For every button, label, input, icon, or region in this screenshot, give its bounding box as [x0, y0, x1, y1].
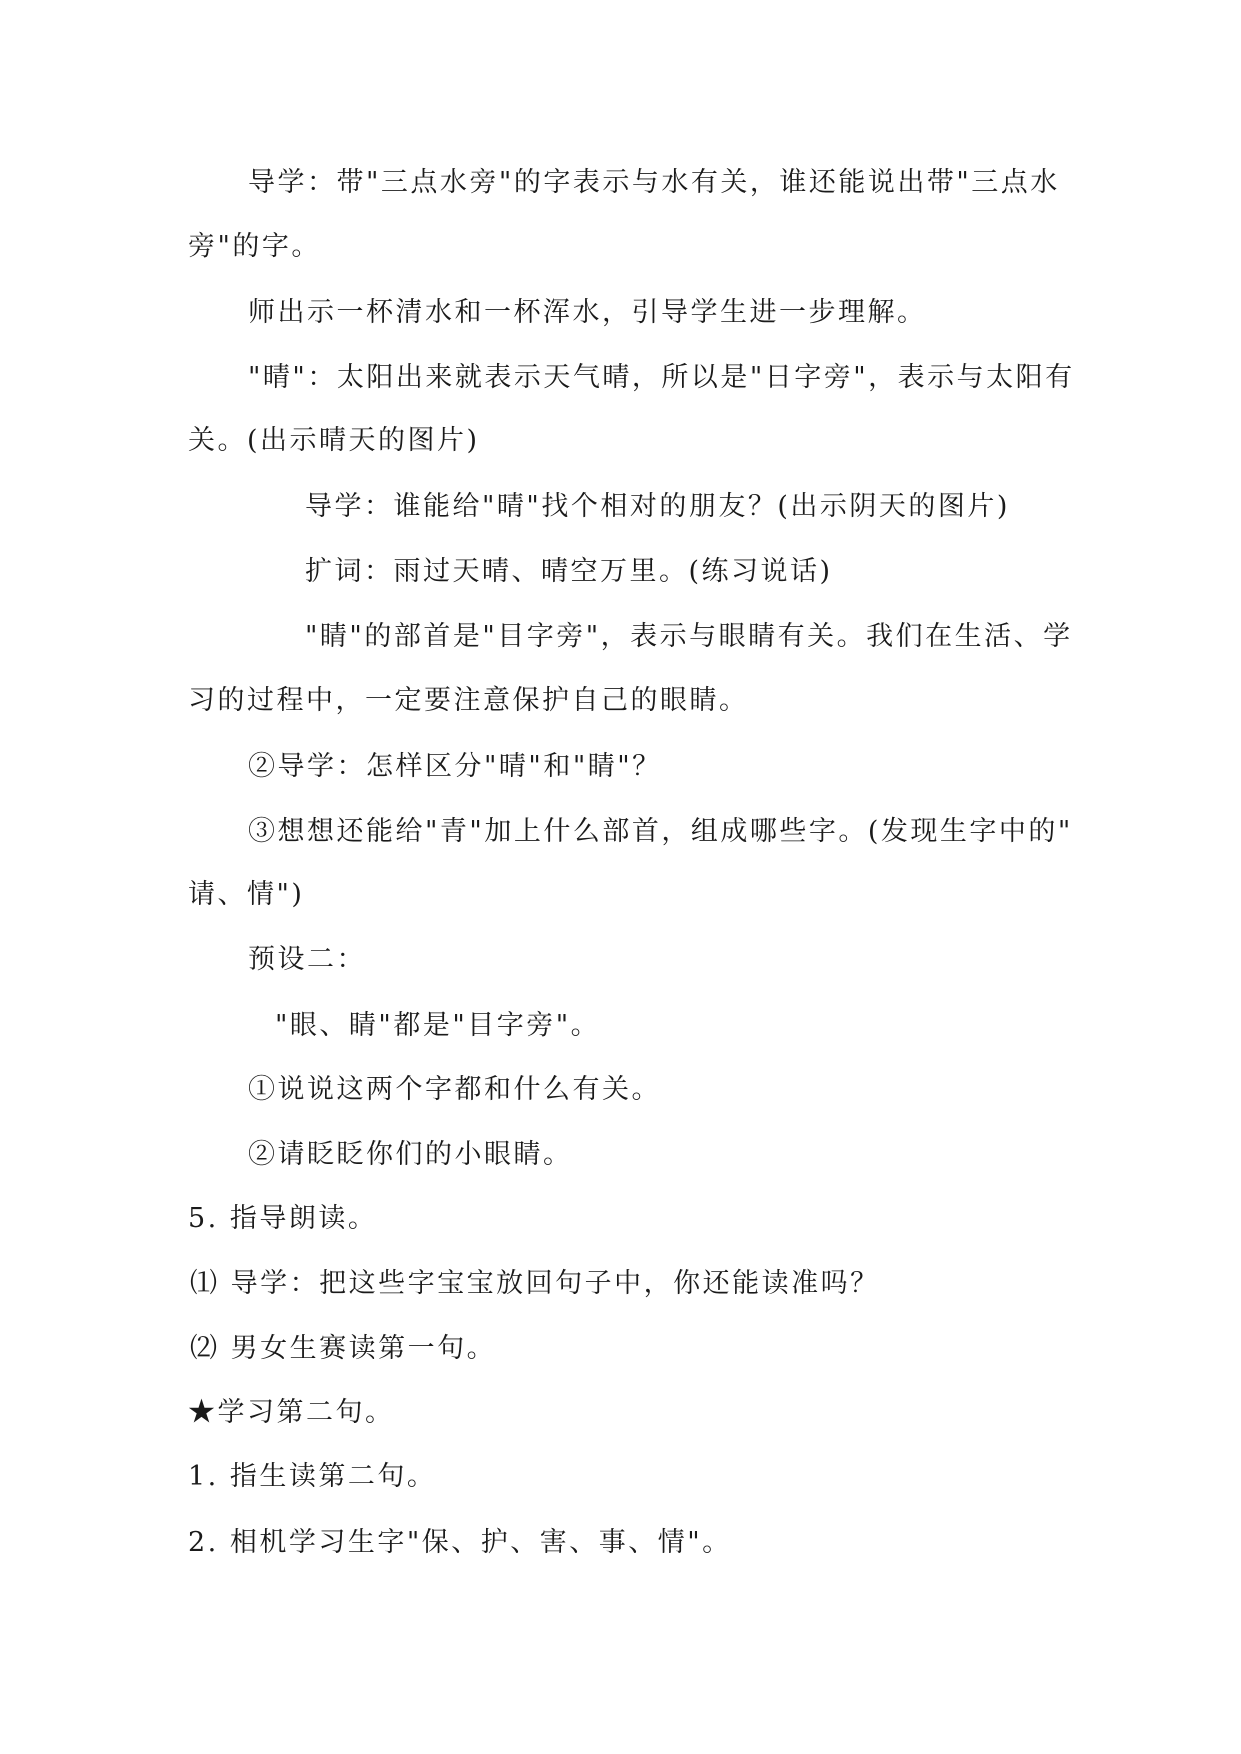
paragraph-line: "晴"：太阳出来就表示天气晴，所以是"日字旁"，表示与太阳有 — [248, 362, 1075, 393]
paragraph-line: 预设二： — [248, 944, 366, 975]
section-heading: ★学习第二句。 — [188, 1397, 395, 1428]
paragraph-line: 请、情") — [188, 879, 305, 910]
section-item: 2. 相机学习生字"保、护、害、事、情"。 — [188, 1527, 732, 1558]
section-item: 5. 指导朗读。 — [188, 1203, 378, 1234]
paragraph-line: ②导学：怎样区分"晴"和"睛"？ — [248, 751, 662, 782]
paragraph-line: 扩词：雨过天晴、晴空万里。(练习说话) — [305, 556, 833, 587]
paragraph-line: ②请眨眨你们的小眼睛。 — [248, 1139, 573, 1170]
paragraph-line: ①说说这两个字都和什么有关。 — [248, 1074, 661, 1105]
paragraph-line: 习的过程中，一定要注意保护自己的眼睛。 — [188, 685, 749, 716]
paragraph-line: 关。(出示晴天的图片) — [188, 425, 480, 456]
paragraph-line: 师出示一杯清水和一杯浑水，引导学生进一步理解。 — [248, 297, 927, 328]
paragraph-line: 旁"的字。 — [188, 231, 321, 262]
section-item: 1. 指生读第二句。 — [188, 1461, 437, 1492]
paragraph-line: ③想想还能给"青"加上什么部首，组成哪些字。(发现生字中的" — [248, 816, 1073, 847]
paragraph-line: "睛"的部首是"目字旁"，表示与眼睛有关。我们在生活、学 — [305, 621, 1073, 652]
paragraph-line: 导学：带"三点水旁"的字表示与水有关，谁还能说出带"三点水 — [248, 167, 1060, 198]
sub-item: ⑵ 男女生赛读第一句。 — [190, 1333, 497, 1364]
paragraph-line: 导学：谁能给"晴"找个相对的朋友？(出示阴天的图片) — [305, 491, 1010, 522]
sub-item: ⑴ 导学：把这些字宝宝放回句子中，你还能读准吗？ — [190, 1268, 880, 1299]
paragraph-line: "眼、睛"都是"目字旁"。 — [275, 1010, 601, 1041]
